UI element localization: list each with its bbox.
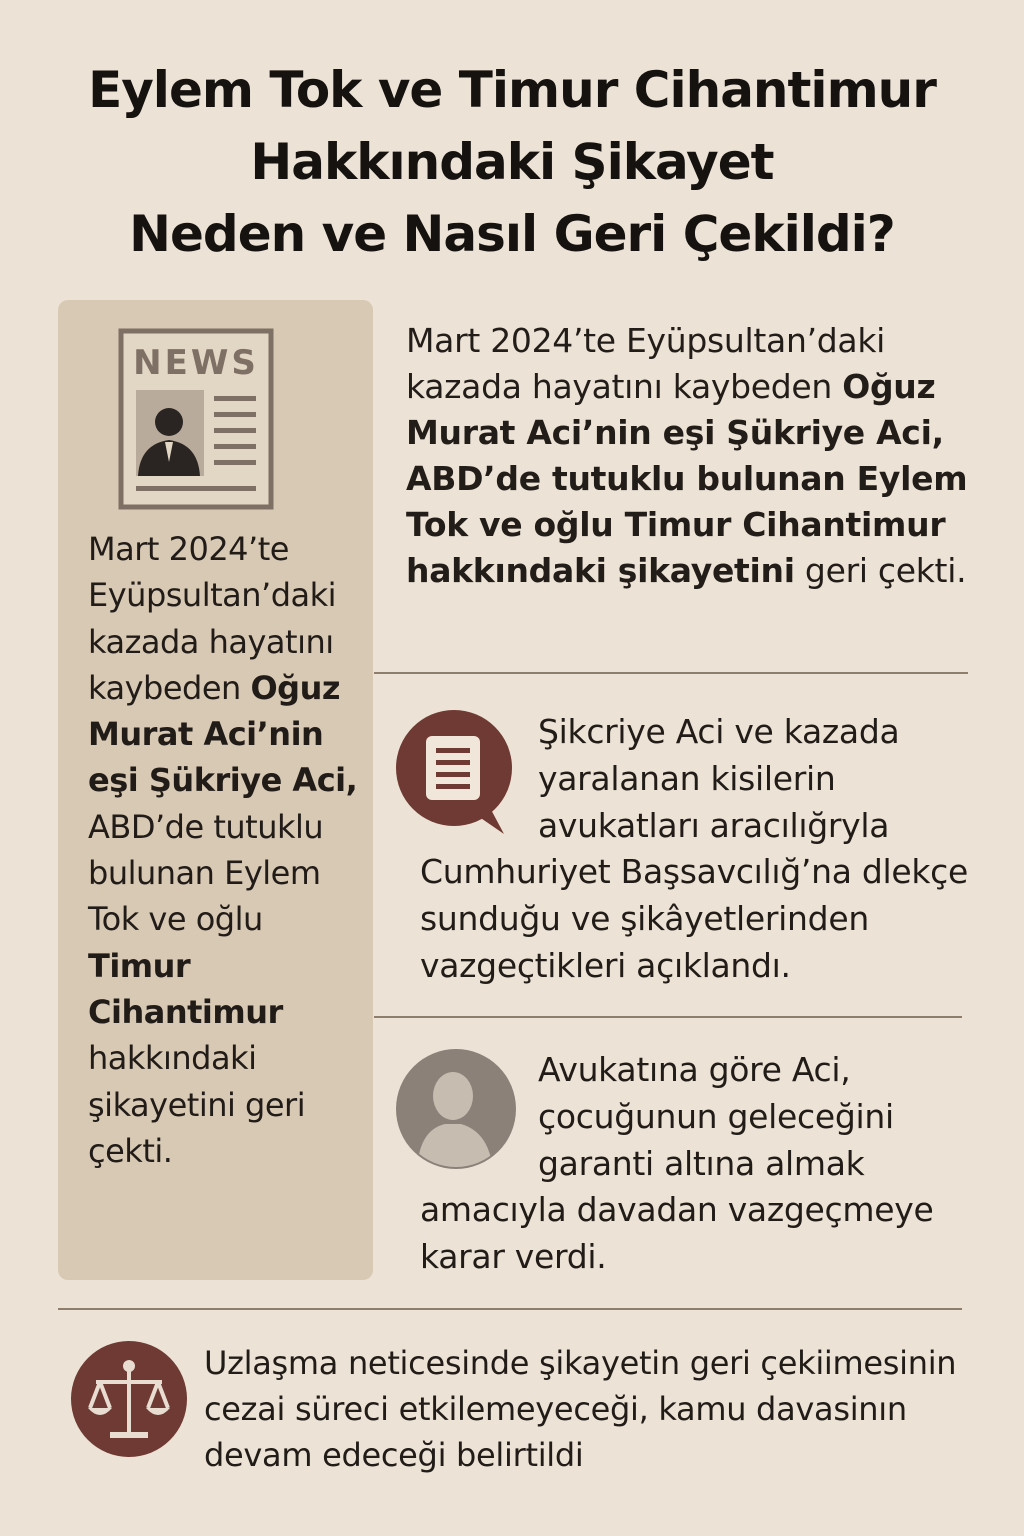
item-2-line-5: karar verdi. — [420, 1237, 607, 1276]
item-3-line-2: cezai süreci etkilemeyeceği, kamu davasinın — [204, 1390, 907, 1428]
sidebar-text-d: Timur Cihantimur — [88, 946, 283, 1031]
item-1-line-6: vazgeçtikleri açıklandı. — [420, 946, 791, 985]
item-2-line-2: çocuğunun geleceğini — [538, 1097, 894, 1136]
divider — [374, 672, 968, 674]
divider — [374, 1016, 962, 1018]
item-1-text-bottom — [420, 848, 1010, 989]
item-1-line-1: Şikcriye Aci ve kazada — [538, 712, 900, 751]
scales-of-justice-icon — [70, 1340, 188, 1458]
intro-text-b: Oğuz Murat Aci’nin eşi Şükriye Aci, ABD’de tutuklu bulunan Eylem Tok ve oğlu Timur Cihantimur hakkındaki şikayetini — [406, 367, 968, 590]
intro-text-c: geri çekti. — [794, 551, 967, 590]
item-2-line-3: garanti altına almak — [538, 1144, 865, 1183]
sidebar-text-e: hakkındaki şikayetini geri çekti. — [88, 1039, 306, 1170]
intro-text-a: Mart 2024’te Eyüpsultan’daki kazada hayatını kaybeden — [406, 321, 886, 406]
item-1-text-top — [538, 708, 1008, 849]
item-1-line-4: Cumhuriyet Başsavcılığ’na dlekçe — [420, 852, 969, 891]
newspaper-icon-label: NEWS — [133, 343, 259, 383]
speech-document-icon — [392, 708, 520, 836]
intro-paragraph — [406, 318, 996, 594]
page-title — [0, 54, 1024, 270]
item-3-text — [204, 1340, 1004, 1478]
sidebar-text — [88, 526, 358, 1174]
item-2-text-top — [538, 1046, 1008, 1187]
title-line-2: Hakkındaki Şikayet — [250, 133, 774, 191]
item-3-line-1: Uzlaşma neticesinde şikayetin geri çekiimesinin — [204, 1344, 957, 1382]
newspaper-icon — [118, 328, 274, 510]
item-2-text-bottom — [420, 1186, 1010, 1280]
title-line-3: Neden ve Nasıl Geri Çekildi? — [129, 205, 895, 263]
sidebar-panel — [58, 300, 373, 1280]
person-silhouette-icon — [395, 1048, 517, 1170]
item-1-line-3: avukatları aracılığryla — [538, 806, 890, 845]
sidebar-text-c: ABD’de tutuklu bulunan Eylem Tok ve oğlu — [88, 807, 324, 939]
item-2-line-1: Avukatına göre Aci, — [538, 1050, 851, 1089]
sidebar-text-a: Mart 2024’te Eyüpsultan’daki kazada hayatını kaybeden — [88, 530, 337, 707]
item-2-line-4: amacıyla davadan vazgeçmeye — [420, 1190, 934, 1229]
item-1-line-2: yaralanan kisilerin — [538, 759, 836, 798]
divider — [58, 1308, 962, 1310]
item-1-line-5: sunduğu ve şikâyetlerinden — [420, 899, 869, 938]
title-line-1: Eylem Tok ve Timur Cihantimur — [88, 61, 936, 119]
sidebar-text-b: Oğuz Murat Aci’nin eşi Şükriye Aci, — [88, 668, 358, 800]
item-3-line-3: devam edeceği belirtildi — [204, 1436, 584, 1474]
